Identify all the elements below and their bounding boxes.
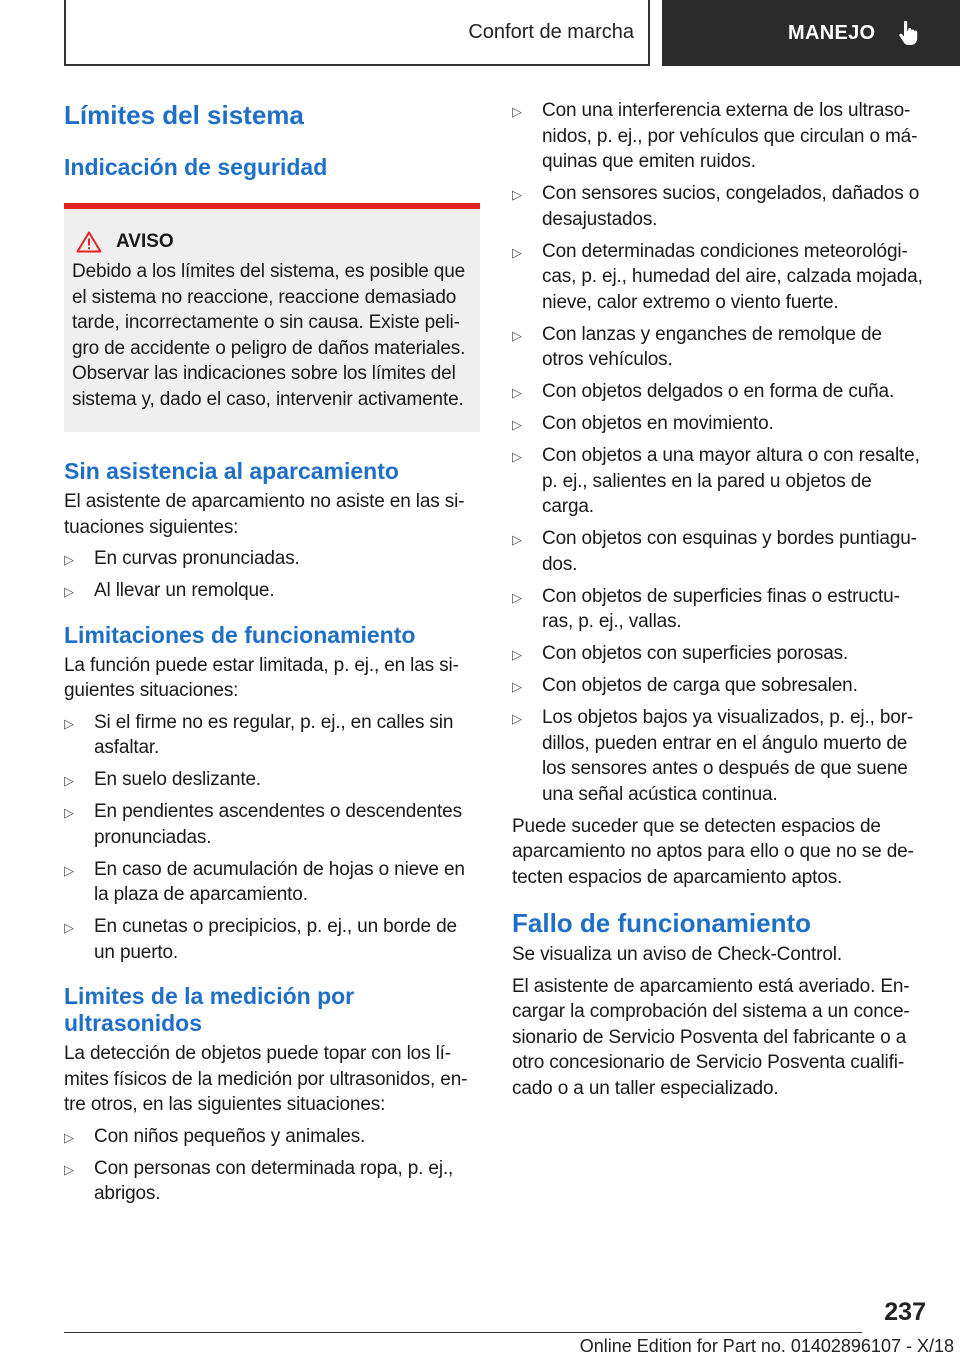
- bullet-triangle-icon: ▷: [512, 532, 522, 547]
- hand-pointer-icon: [897, 20, 921, 46]
- no-assist-list: [64, 546, 480, 604]
- page-title: Límites del sistema: [64, 100, 304, 130]
- list-item: ▷ Con determinadas condiciones meteorológi-cas, p. ej., humedad del aire, calzada mojada, nieve, calor extremo o viento fuerte.: [512, 240, 923, 313]
- limits-heading: Limitaciones de funcionamiento: [64, 621, 416, 648]
- list-item: ▷ Con objetos delgados o en forma de cuña.: [512, 379, 928, 405]
- warning-title-text: AVISO: [116, 231, 174, 252]
- bullet-triangle-icon: ▷: [64, 1161, 74, 1177]
- no-assist-heading: Sin asistencia al aparcamiento: [64, 458, 399, 484]
- safety-heading: Indicación de seguridad: [64, 154, 328, 180]
- ultrasonic-list-continued: [512, 98, 928, 807]
- bullet-triangle-icon: ▷: [64, 805, 74, 820]
- malfunction-text-1: Se visualiza un aviso de Check-Control.: [512, 944, 842, 965]
- ultrasonic-list: [64, 1124, 480, 1207]
- bullet-triangle-icon: ▷: [512, 647, 522, 662]
- header-section-title: Confort de marcha: [468, 20, 634, 43]
- warning-box: [64, 203, 480, 432]
- left-column: [64, 100, 480, 1213]
- list-item: ▷ Con objetos con superficies porosas.: [512, 641, 928, 667]
- ultrasonic-intro: La detección de objetos puede topar con los lí-mites físicos de la medición por ultrasonidos, en-tre otros, en las siguientes situaciones:: [64, 1043, 468, 1115]
- list-item: ▷ Con objetos a una mayor altura o con resalte, p. ej., salientes en la pared u objetos de carga.: [512, 445, 920, 517]
- header-chapter-tab[interactable]: [662, 0, 960, 66]
- bullet-triangle-icon: ▷: [512, 417, 522, 432]
- list-item: ▷ Al llevar un remolque.: [64, 578, 480, 604]
- bullet-triangle-icon: ▷: [64, 715, 74, 731]
- list-item: ▷ Con objetos con esquinas y bordes puntiagu-dos.: [512, 528, 917, 575]
- warning-title: [72, 231, 472, 253]
- bullet-triangle-icon: ▷: [512, 187, 522, 202]
- header-right-rule: [648, 0, 650, 66]
- header-bottom-rule: [64, 64, 650, 66]
- right-column: [512, 98, 928, 1107]
- bullet-triangle-icon: ▷: [64, 584, 74, 599]
- bullet-triangle-icon: ▷: [512, 449, 522, 464]
- list-item: ▷ Con niños pequeños y animales.: [64, 1124, 480, 1150]
- list-item: ▷ Con lanzas y enganches de remolque de otros vehículos.: [512, 323, 882, 370]
- detection-outro: Puede suceder que se detecten espacios de aparcamiento no aptos para ello o que no se de-tecten espacios de aparcamiento aptos.: [512, 815, 914, 888]
- header-chapter-label: MANEJO: [788, 21, 876, 44]
- footer-rule: [64, 1332, 862, 1333]
- malfunction-text-2: El asistente de aparcamiento está averiado. En-cargar la comprobación del sistema a un conce-sionario de Servicio Posventa del fabricante o a otro concesionario de Servicio Posventa cualifi-cado o a un taller especializado.: [512, 975, 910, 1099]
- list-item: ▷ Con personas con determinada ropa, p. ej., abrigos.: [64, 1157, 454, 1204]
- bullet-triangle-icon: ▷: [512, 244, 522, 260]
- bullet-triangle-icon: ▷: [512, 679, 522, 694]
- warning-text: Debido a los límites del sistema, es posible que el sistema no reaccione, reaccione demasiado tarde, incorrectamente o sin causa. Existe peli-gro de accidente o peligro de daños materiales. Observar las indicaciones sobre los límites del sistema y, dado el caso, intervenir activamente.: [72, 261, 466, 410]
- ultrasonic-heading: Limites de la medición por ultrasonidos: [64, 983, 355, 1036]
- list-item: ▷ En pendientes ascendentes o descendentes pronunciadas.: [64, 801, 462, 848]
- bullet-triangle-icon: ▷: [64, 1129, 74, 1145]
- no-assist-intro: El asistente de aparcamiento no asiste en las si-tuaciones siguientes:: [64, 491, 465, 538]
- bullet-triangle-icon: ▷: [512, 711, 522, 726]
- limits-intro: La función puede estar limitada, p. ej., en las si-guientes situaciones:: [64, 654, 459, 701]
- bullet-triangle-icon: ▷: [64, 920, 74, 935]
- bullet-triangle-icon: ▷: [64, 862, 74, 878]
- bullet-triangle-icon: ▷: [512, 327, 522, 343]
- footer-edition: Online Edition for Part no. 01402896107 - X/18: [579, 1336, 954, 1356]
- list-item: ▷ En cunetas o precipicios, p. ej., un borde de un puerto.: [64, 916, 457, 963]
- list-item: ▷ Los objetos bajos ya visualizados, p. ej., bor-dillos, pueden entrar en el ángulo muerto de los sensores antes o después de que suene una señal acústica continua.: [512, 707, 914, 805]
- list-item: ▷ Con una interferencia externa de los ultraso-nidos, p. ej., por vehículos que circulan o má-quinas que emiten ruidos.: [512, 100, 918, 172]
- list-item: ▷ En curvas pronunciadas.: [64, 546, 480, 572]
- bullet-triangle-icon: ▷: [512, 104, 522, 119]
- list-item: ▷ Con objetos en movimiento.: [512, 411, 928, 437]
- list-item: ▷ En suelo deslizante.: [64, 767, 480, 793]
- list-item: ▷ Con objetos de superficies finas o estructu-ras, p. ej., vallas.: [512, 585, 900, 632]
- list-item: ▷ En caso de acumulación de hojas o nieve en la plaza de aparcamiento.: [64, 858, 465, 905]
- warning-triangle-icon: [76, 231, 102, 253]
- bullet-triangle-icon: ▷: [64, 773, 74, 788]
- page-number: 237: [884, 1298, 926, 1326]
- list-item: ▷ Con sensores sucios, congelados, dañados o desajustados.: [512, 183, 920, 230]
- list-item: ▷ Si el firme no es regular, p. ej., en calles sin asfaltar.: [64, 711, 454, 758]
- malfunction-heading: Fallo de funcionamiento: [512, 908, 812, 938]
- bullet-triangle-icon: ▷: [512, 589, 522, 605]
- list-item: ▷ Con objetos de carga que sobresalen.: [512, 673, 928, 699]
- bullet-triangle-icon: ▷: [64, 552, 74, 567]
- bullet-triangle-icon: ▷: [512, 385, 522, 400]
- limits-list: [64, 710, 480, 966]
